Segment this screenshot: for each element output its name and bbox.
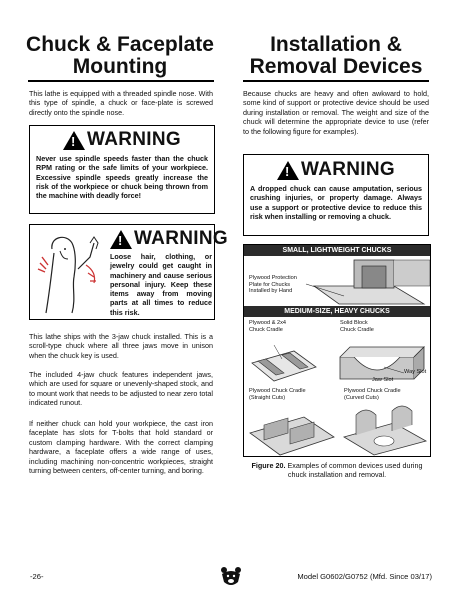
right-intro: Because chucks are heavy and often awkward to hold, some kind of support or protective device should be used during installation or removal. The weight and size of the chuck will determine the appropriate device to use (refer to the following figure for examples). [243, 89, 429, 136]
right-title [236, 34, 436, 78]
label-curved-cuts-cradle: Plywood Chuck Cradle (Curved Cuts) [344, 388, 401, 401]
warning2-content [110, 228, 228, 317]
warning-triangle-icon: ! [63, 131, 85, 150]
right-title-rule [243, 80, 429, 82]
model-info: Model G0602/G0752 (Mfd. Since 03/17) [297, 572, 432, 581]
warning-box-loose-hair [29, 224, 228, 320]
left-para-3jaw: This lathe ships with the 3-jaw chuck installed. This is a scroll-type chuck where all three jaws move in unison when the chuck key is used. [29, 332, 213, 360]
label-jaw-slot: Jaw Slot [372, 377, 394, 383]
warning-triangle-icon: ! [277, 161, 299, 180]
warning-label: WARNING [87, 129, 181, 150]
right-title-line2: Removal Devices [249, 55, 423, 78]
plywood-cradles-illustration [244, 403, 430, 457]
warning-header [36, 129, 208, 151]
warning-box-spindle-speed [29, 125, 215, 214]
bear-logo-icon [220, 566, 242, 588]
left-title-rule [28, 80, 214, 82]
label-solid-block-cradle: Solid Block Chuck Cradle [340, 320, 374, 333]
warning-header [110, 228, 228, 250]
figure-caption [243, 461, 431, 479]
label-straight-cuts-cradle: Plywood Chuck Cradle (Straight Cuts) [249, 388, 306, 401]
page-number: -26- [30, 572, 44, 581]
left-para-4jaw: The included 4-jaw chuck features independent jaws, which are used for square or unevenly-shaped stock, and to mount work that needs to be adjusted to near zero total indicated runout. [29, 370, 213, 408]
warning-triangle-icon: ! [110, 230, 132, 249]
figure-caption-text: Examples of common devices used during chuck installation and removal. [285, 461, 423, 480]
warning-text: A dropped chuck can cause amputation, serious crushing injuries, or property damage. Always use a support or protective device to reduce this risk when installing or removing a chuck. [250, 184, 422, 221]
warning-label: WARNING [134, 228, 228, 249]
warning-text: Loose hair, clothing, or jewelry could get caught in machinery and cause serious personal injury. Keep these items away from moving parts at all times to reduce this risk. [110, 252, 212, 317]
warning-label: WARNING [301, 159, 395, 180]
left-title-line2: Mounting [72, 55, 168, 78]
left-intro: This lathe is equipped with a threaded spindle nose. With this type of spindle, a chuck or face-plate is screwed directly onto the spindle nose. [29, 89, 213, 117]
warning-text: Never use spindle speeds faster than the chuck RPM rating or the safe limits of your workpiece. Excessive spindle speeds greatly increase the risk of the workpiece or chuck being thrown from the machine with deadly force! [36, 154, 208, 201]
figure-caption-label: Figure 20. [251, 461, 286, 470]
label-plywood-2x4-cradle: Plywood & 2x4 Chuck Cradle [249, 320, 287, 333]
band-small-chucks: SMALL, LIGHTWEIGHT CHUCKS [244, 245, 430, 256]
label-plywood-protection-plate: Plywood Protection Plate for Chucks Installed by Hand [249, 275, 297, 295]
left-title-line1: Chuck & Faceplate [26, 33, 214, 56]
warning-header [250, 159, 422, 181]
left-para-faceplate: If neither chuck can hold your workpiece, the cast iron faceplate has slots for T-bolts that hold standard or custom clamping hardware. With the correct clamping hardware, a faceplate offers a wide range of uses, including machining non-concentric workpieces, straight turning between centers, off-center turning, and boring. [29, 419, 213, 476]
band-medium-chucks: MEDIUM-SIZE, HEAVY CHUCKS [244, 306, 430, 317]
right-title-line1: Installation & [270, 33, 402, 56]
left-title [24, 34, 216, 78]
chuck-devices-figure [243, 244, 431, 457]
label-way-slot: Way Slot [404, 369, 427, 375]
chuck-cradles-illustration [244, 333, 430, 389]
person-with-long-hair-icon [32, 229, 108, 317]
warning-box-dropped-chuck [243, 154, 429, 236]
